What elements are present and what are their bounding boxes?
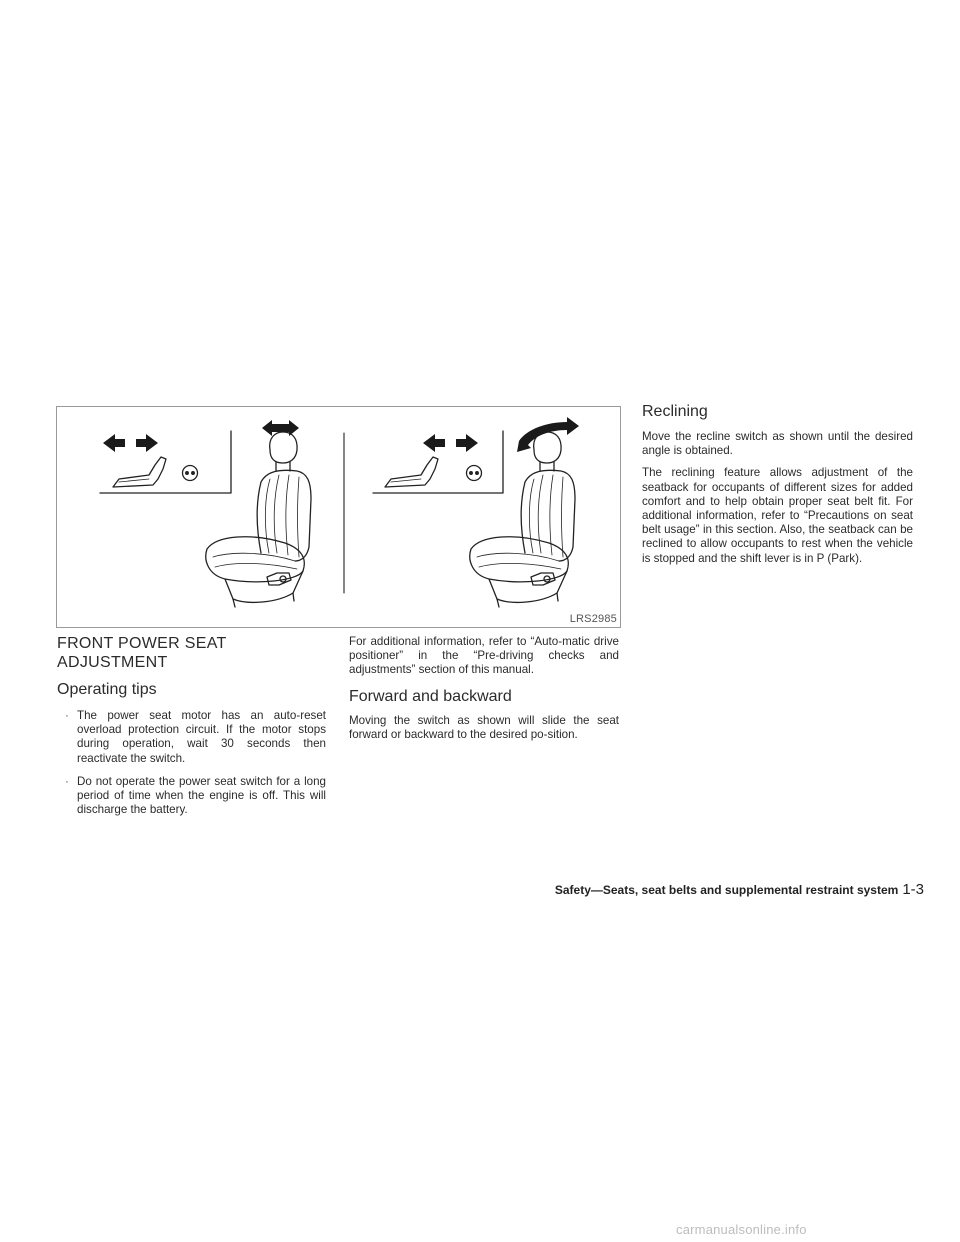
arrow-left-right-icon — [262, 420, 299, 436]
footer-section-title: Safety—Seats, seat belts and supplemental restraint system — [554, 883, 899, 897]
forward-backward-paragraph: Moving the switch as shown will slide the seat forward or backward to the desired po-sition. — [349, 713, 619, 741]
subsection-heading-forward-backward: Forward and backward — [349, 687, 512, 705]
arrow-left-right-icon — [423, 434, 478, 452]
reclining-paragraph-1: Move the recline switch as shown until the desired angle is obtained. — [642, 430, 913, 458]
seat-switch-icon — [113, 457, 198, 487]
recline-arrow-icon — [517, 417, 579, 452]
intro-paragraph: For additional information, refer to “Auto-matic drive positioner” in the “Pre-driving checks and adjustments” section of this manual. — [349, 635, 619, 677]
left-column — [57, 634, 327, 826]
tips-list — [57, 709, 327, 817]
subsection-heading-reclining: Reclining — [642, 403, 708, 420]
seat-switch-icon — [385, 457, 482, 487]
right-column — [642, 402, 913, 574]
bullet-icon: · — [65, 774, 69, 788]
seat-illustration — [56, 406, 621, 628]
list-item: · Do not operate the power seat switch for a long period of time when the engine is off. This will discharge the battery. — [65, 774, 326, 817]
list-item: · The power seat motor has an auto-reset overload protection circuit. If the motor stops during operation, wait 30 seconds then reactivate the switch. — [65, 709, 326, 765]
seat-icon — [470, 432, 575, 607]
subsection-heading-operating-tips: Operating tips — [57, 681, 157, 698]
seat-icon — [206, 432, 311, 607]
page-number: 1-3 — [902, 881, 924, 898]
watermark: carmanualsonline.info — [676, 1222, 807, 1237]
section-title: FRONT POWER SEAT ADJUSTMENT — [57, 635, 227, 671]
middle-column — [349, 635, 619, 750]
page-footer — [484, 881, 924, 898]
bullet-icon: · — [65, 709, 69, 722]
reclining-paragraph-2: The reclining feature allows adjustment of the seatback for occupants of different sizes for added comfort and to help obtain proper seat belt fit. For additional information, refer to “Precautions on seat belt usage” in this section. Also, the seatback can be reclined to allow occupants to rest when the vehicle is stopped and the shift lever is in P (Park). — [642, 466, 913, 565]
seat-diagram — [57, 407, 622, 629]
arrow-left-right-icon — [103, 434, 158, 452]
figure-code: LRS2985 — [569, 613, 617, 625]
